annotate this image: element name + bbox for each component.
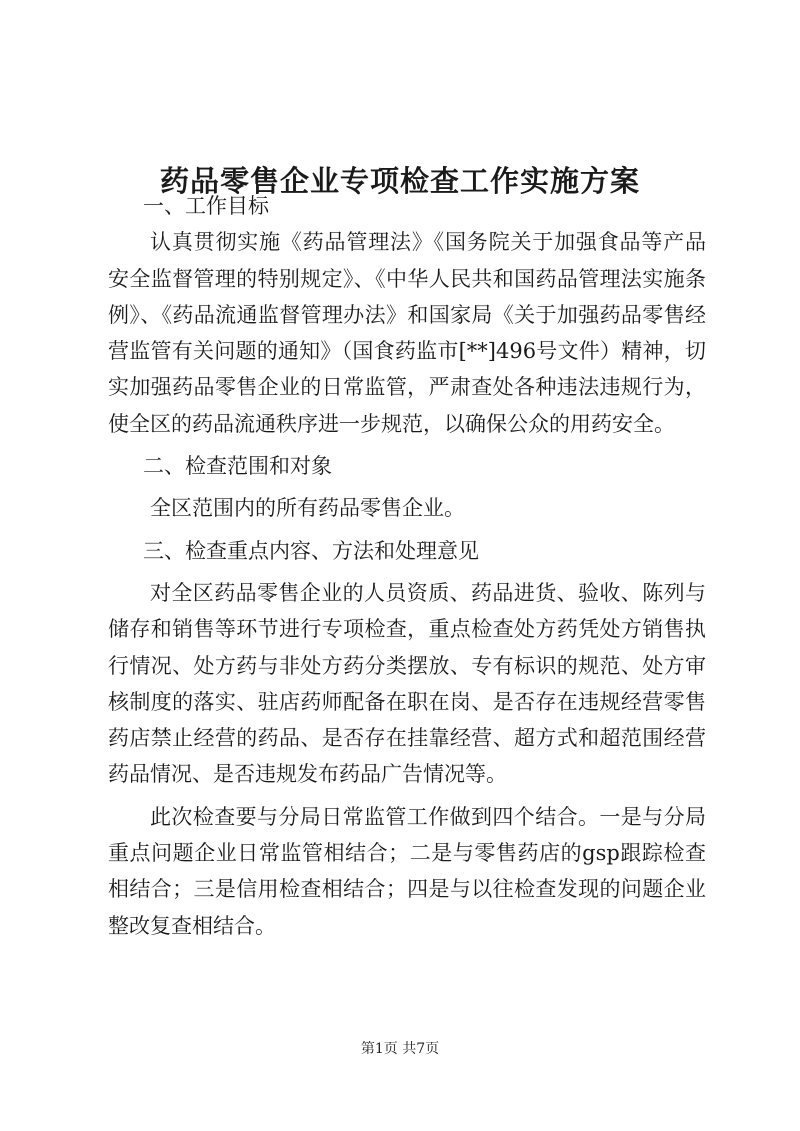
page-number-footer: 第1页 共7页 [360, 1041, 440, 1057]
section-heading-scope: 二、检查范围和对象 [143, 454, 332, 479]
document-body [108, 188, 706, 944]
section-heading-key-content: 三、检查重点内容、方法和处理意见 [143, 538, 479, 563]
paragraph-scope: 全区范围内的所有药品零售企业。 [150, 496, 465, 521]
paragraph-combination: 此次检查要与分局日常监管工作做到四个结合。一是与分局重点问题企业日常监管相结合；二是与零售药店的gsp跟踪检查相结合；三是信用检查相结合；四是与以往检查发现的问题企业整改复查相结合。 [108, 804, 706, 938]
paragraph-key-content: 对全区药品零售企业的人员资质、药品进货、验收、陈列与储存和销售等环节进行专项检查，重点检查处方药凭处方销售执行情况、处方药与非处方药分类摆放、专有标识的规范、处方审核制度的落实、驻店药师配备在职在岗、是否存在违规经营零售药店禁止经营的药品、是否存在挂靠经营、超方式和超范围经营药品情况、是否违规发布药品广告情况等。 [108, 580, 706, 787]
section-heading-goals: 一、工作目标 [143, 194, 269, 218]
document-title: 药品零售企业专项检查工作实施方案 [159, 164, 640, 199]
paragraph-goals: 认真贯彻实施《药品管理法》《国务院关于加强食品等产品安全监督管理的特别规定》、《中华人民共和国药品管理法实施条例》、《药品流通监督管理办法》和国家局《关于加强药品零售经营监管有关问题的通知》（国食药监市[**]496号文件）精神，切实加强药品零售企业的日常监管，严肃查处各种违法违规行为，使全区的药品流通秩序进一步规范，以确保公众的用药安全。 [108, 230, 706, 436]
